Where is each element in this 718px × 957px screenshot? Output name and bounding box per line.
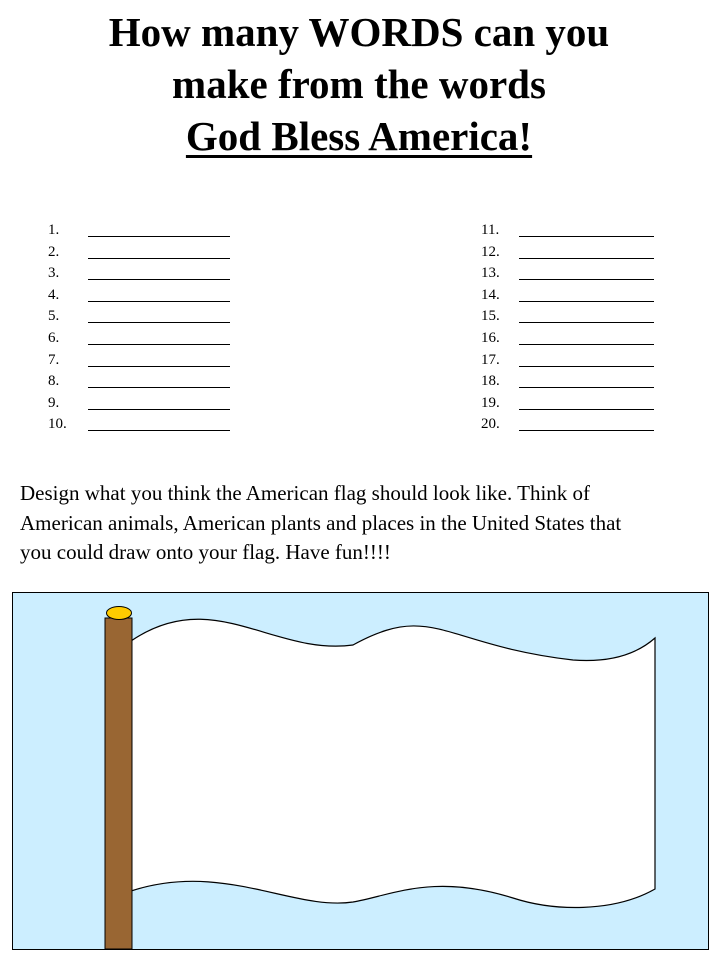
word-number: 12. bbox=[481, 243, 500, 260]
word-number: 6. bbox=[48, 329, 60, 346]
word-number: 18. bbox=[481, 373, 500, 390]
word-number: 4. bbox=[48, 286, 60, 303]
word-number: 1. bbox=[48, 222, 60, 238]
word-answer-line[interactable] bbox=[519, 344, 654, 345]
worksheet-title bbox=[0, 6, 718, 162]
word-number: 17. bbox=[481, 351, 500, 368]
word-number: 13. bbox=[481, 265, 500, 282]
word-answer-line[interactable] bbox=[519, 279, 654, 280]
word-answer-line[interactable] bbox=[88, 366, 230, 367]
flag-cloth[interactable] bbox=[131, 619, 655, 907]
word-answer-line[interactable] bbox=[88, 279, 230, 280]
word-answer-line[interactable] bbox=[519, 430, 654, 431]
word-number: 14. bbox=[481, 286, 500, 303]
word-number: 3. bbox=[48, 265, 60, 282]
word-answer-line[interactable] bbox=[519, 301, 654, 302]
word-number: 10. bbox=[48, 416, 67, 433]
instructions-text: Design what you think the American flag should look like. Think of American animals, American plants and places in the United States that you could draw onto your flag. Have fun!!!! bbox=[20, 481, 622, 564]
word-answer-line[interactable] bbox=[88, 387, 230, 388]
title-line-2: make from the words bbox=[172, 61, 546, 107]
word-number: 7. bbox=[48, 351, 60, 368]
flag-drawing-area[interactable] bbox=[12, 592, 709, 950]
word-number: 15. bbox=[481, 308, 500, 325]
word-answer-line[interactable] bbox=[519, 366, 654, 367]
word-number: 16. bbox=[481, 329, 500, 346]
word-number: 11. bbox=[481, 222, 500, 238]
word-number: 2. bbox=[48, 243, 60, 260]
title-line-3: God Bless America! bbox=[185, 113, 533, 159]
flag-pole bbox=[105, 618, 132, 949]
word-answer-line[interactable] bbox=[519, 258, 654, 259]
word-answer-line[interactable] bbox=[519, 322, 654, 323]
word-number: 20. bbox=[481, 416, 500, 433]
title-line-1: How many WORDS can you bbox=[108, 9, 610, 55]
word-answer-line[interactable] bbox=[88, 258, 230, 259]
word-answer-line[interactable] bbox=[88, 322, 230, 323]
word-number: 5. bbox=[48, 308, 60, 325]
word-answer-line[interactable] bbox=[519, 409, 654, 410]
word-number: 19. bbox=[481, 394, 500, 411]
word-answer-line[interactable] bbox=[519, 387, 654, 388]
word-number: 8. bbox=[48, 373, 60, 390]
word-number: 9. bbox=[48, 394, 60, 411]
flag-illustration bbox=[13, 593, 708, 949]
word-answer-line[interactable] bbox=[88, 344, 230, 345]
word-answer-line[interactable] bbox=[88, 301, 230, 302]
word-answer-line[interactable] bbox=[88, 430, 230, 431]
word-answer-line[interactable] bbox=[519, 236, 654, 237]
word-answer-line[interactable] bbox=[88, 236, 230, 237]
word-answer-line[interactable] bbox=[88, 409, 230, 410]
pole-finial bbox=[107, 607, 132, 620]
